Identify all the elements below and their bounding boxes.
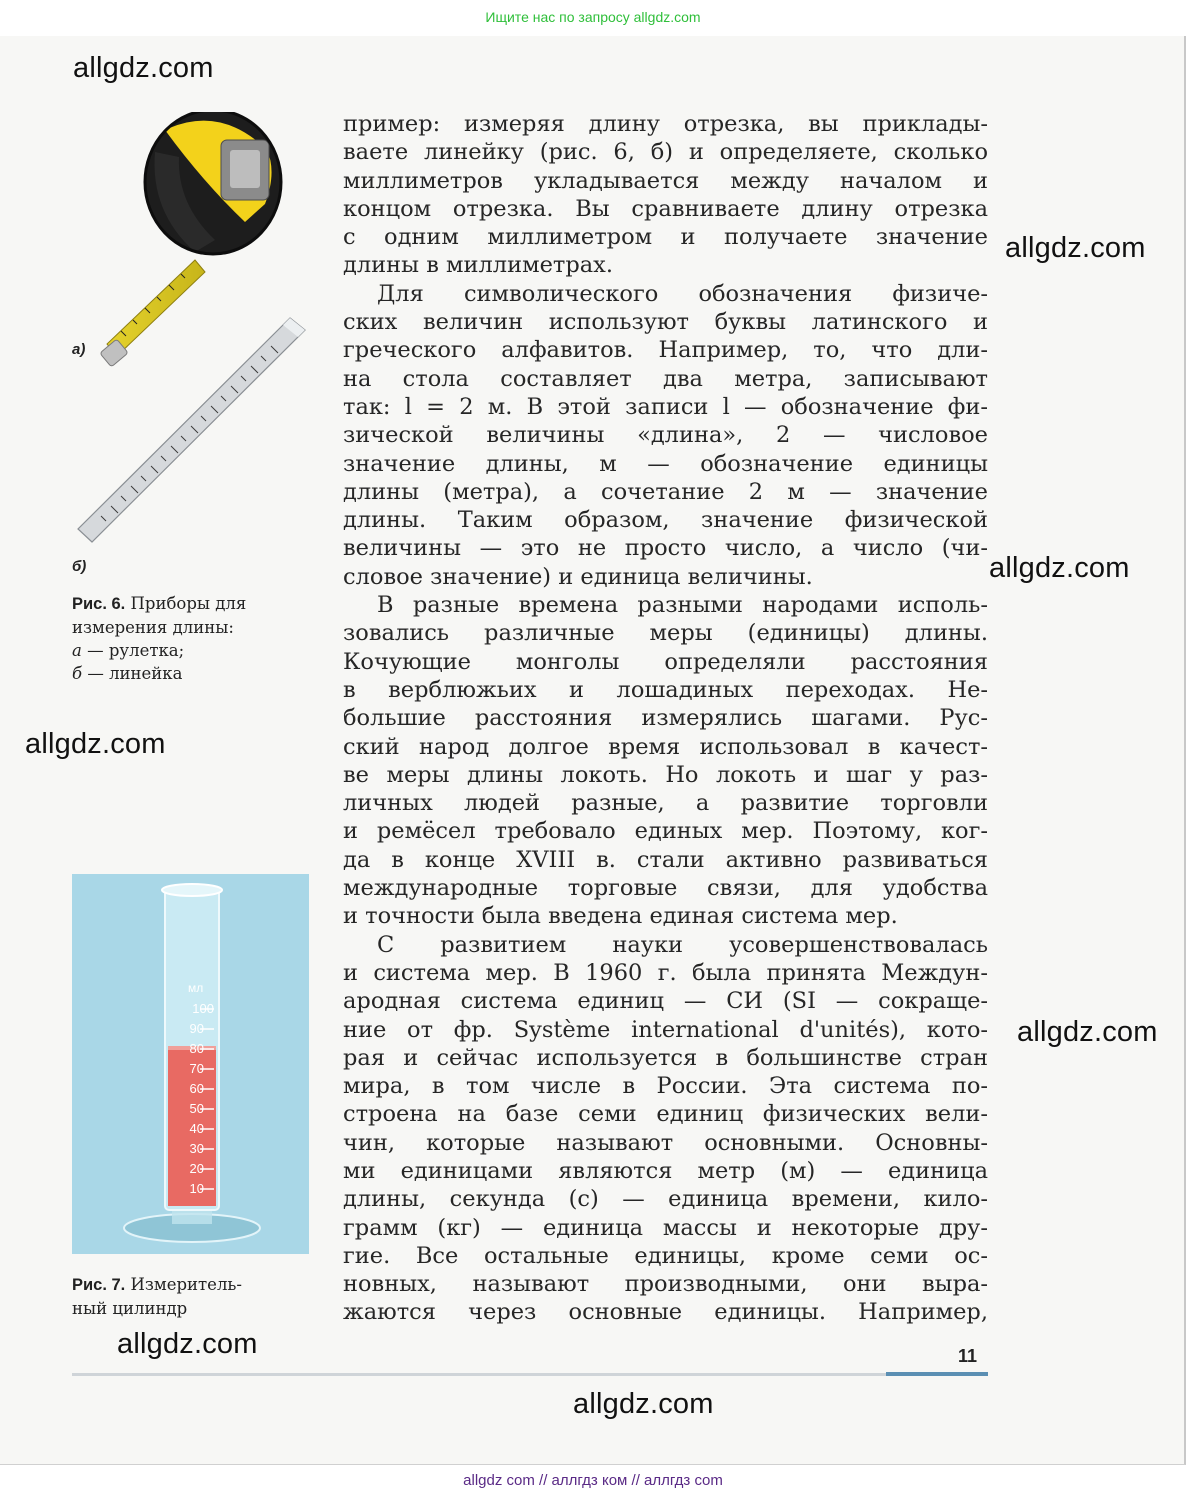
text-line: и ремёсел требовало единых мер. Поэтому, ког-: [343, 818, 988, 845]
cylinder-mark-80: 80: [189, 1041, 204, 1056]
text-line: зовались различные меры (единицы) длины.: [343, 620, 988, 647]
text-line: на стола составляет два метра, записывают: [343, 365, 988, 392]
text-line: Кочующие монголы определяли расстояния: [343, 648, 988, 675]
figure6-label-a: а): [72, 341, 86, 358]
text-line: пример: измеряя длину отрезка, вы приклады-: [343, 111, 988, 137]
text-line: длины. Таким образом, значение физической: [343, 507, 988, 534]
text-line: словое значение) и единица величины.: [343, 563, 813, 590]
top-banner: Ищите нас по запросу allgdz.com: [485, 9, 701, 25]
watermark: allgdz.com: [117, 1328, 258, 1360]
text-line: зической величины «длина», 2 — числовое: [343, 422, 988, 449]
text-line: В разные времена разными народами исполь-: [377, 592, 988, 619]
text-line: ваете линейку (рис. 6, б) и определяете, сколько: [343, 139, 988, 166]
cylinder-unit-label: мл: [188, 981, 204, 995]
text-line: жаются через основные единицы. Например,: [343, 1299, 988, 1326]
text-line: ве меры длины локоть. Но локоть и шаг у раз-: [343, 761, 988, 788]
text-line: Для символического обозначения физиче-: [377, 280, 988, 307]
text-line: чин, которые называют основными. Основны-: [343, 1129, 988, 1156]
text-line: в верблюжьих и лошадиных переходах. Не-: [343, 676, 988, 703]
text-line: и система мер. В 1960 г. была принята Междун-: [343, 959, 988, 986]
text-line: величины — это не просто число, а число (чи-: [343, 535, 988, 562]
cylinder-mark-90: 90: [189, 1021, 204, 1036]
text-line: грамм (кг) — единица массы и некоторые дру-: [343, 1214, 988, 1241]
text-line: длины в миллиметрах.: [343, 252, 614, 279]
watermark: allgdz.com: [1017, 1016, 1158, 1048]
text-line: личных людей разные, а развитие торговли: [343, 790, 988, 817]
cylinder-mark-60: 60: [189, 1081, 204, 1096]
measuring-cylinder-image: [72, 874, 309, 1254]
text-line: ми единицами являются метр (м) — единица: [343, 1157, 988, 1184]
watermark: allgdz.com: [573, 1388, 714, 1420]
watermark: allgdz.com: [1005, 232, 1146, 264]
page-rule-accent: [886, 1372, 988, 1376]
text-line: гие. Все остальные единицы, кроме семи ос-: [343, 1242, 988, 1269]
measuring-cylinder-figure: [72, 874, 309, 1254]
text-line: строена на базе семи единиц физических вели-: [343, 1101, 988, 1128]
text-line: ние от фр. Système international d'unités), кото-: [343, 1016, 988, 1043]
ruler-image: [76, 316, 308, 546]
cylinder-mark-10: 10: [189, 1181, 204, 1196]
cylinder-mark-20: 20: [189, 1161, 204, 1176]
page-number: 11: [958, 1346, 978, 1366]
cylinder-mark-70: 70: [189, 1061, 204, 1076]
text-line: С развитием науки усовершенствовалась: [377, 931, 988, 958]
text-line: миллиметров укладывается между началом и: [343, 167, 988, 194]
text-line: мира, в том числе в России. Эта система по-: [343, 1073, 988, 1100]
text-line: международные торговые связи, для удобства: [343, 875, 988, 902]
cylinder-mark-100: 100: [192, 1001, 214, 1016]
watermark: allgdz.com: [73, 52, 214, 84]
text-line: с одним миллиметром и получаете значение: [343, 224, 988, 251]
cylinder-mark-40: 40: [189, 1121, 204, 1136]
text-line: новных, называют производными, они выра-: [343, 1271, 988, 1298]
text-line: ародная система единиц — СИ (SI — сокраще-: [343, 988, 988, 1015]
figure6-label-b: б): [72, 558, 87, 575]
text-line: так: l = 2 м. В этой записи l — обозначение фи-: [343, 393, 988, 420]
page-rule: [72, 1373, 988, 1376]
text-line: ский народ долгое время использовал в качест-: [343, 733, 988, 760]
figure7-caption: Рис. 7. Измеритель- ный цилиндр: [72, 1275, 242, 1318]
watermark: allgdz.com: [25, 728, 166, 760]
text-line: ских величин используют буквы латинского и: [343, 309, 988, 336]
text-line: большие расстояния измерялись шагами. Рус-: [343, 705, 988, 732]
text-line: значение длины, м — обозначение единицы: [343, 450, 988, 477]
text-line: длины (метра), а сочетание 2 м — значение: [343, 478, 988, 505]
text-line: и точности была введена единая система мер.: [343, 903, 898, 930]
cylinder-mark-30: 30: [189, 1141, 204, 1156]
text-line: рая и сейчас используется в большинстве стран: [343, 1044, 988, 1071]
watermark: allgdz.com: [989, 552, 1130, 584]
text-line: длины, секунда (с) — единица времени, кило-: [343, 1186, 988, 1213]
cylinder-mark-50: 50: [189, 1101, 204, 1116]
footer-links[interactable]: allgdz com // аллгдз ком // аллгдз com: [463, 1472, 723, 1489]
figure6-caption: Рис. 6. Приборы для измерения длины: а — рулетка; б — линейка: [72, 594, 247, 683]
main-text: [343, 110, 988, 1327]
text-line: концом отрезка. Вы сравниваете длину отрезка: [343, 195, 988, 222]
text-line: греческого алфавитов. Например, то, что дли-: [343, 337, 988, 364]
text-line: да в конце XVIII в. стали активно развиваться: [343, 846, 988, 873]
